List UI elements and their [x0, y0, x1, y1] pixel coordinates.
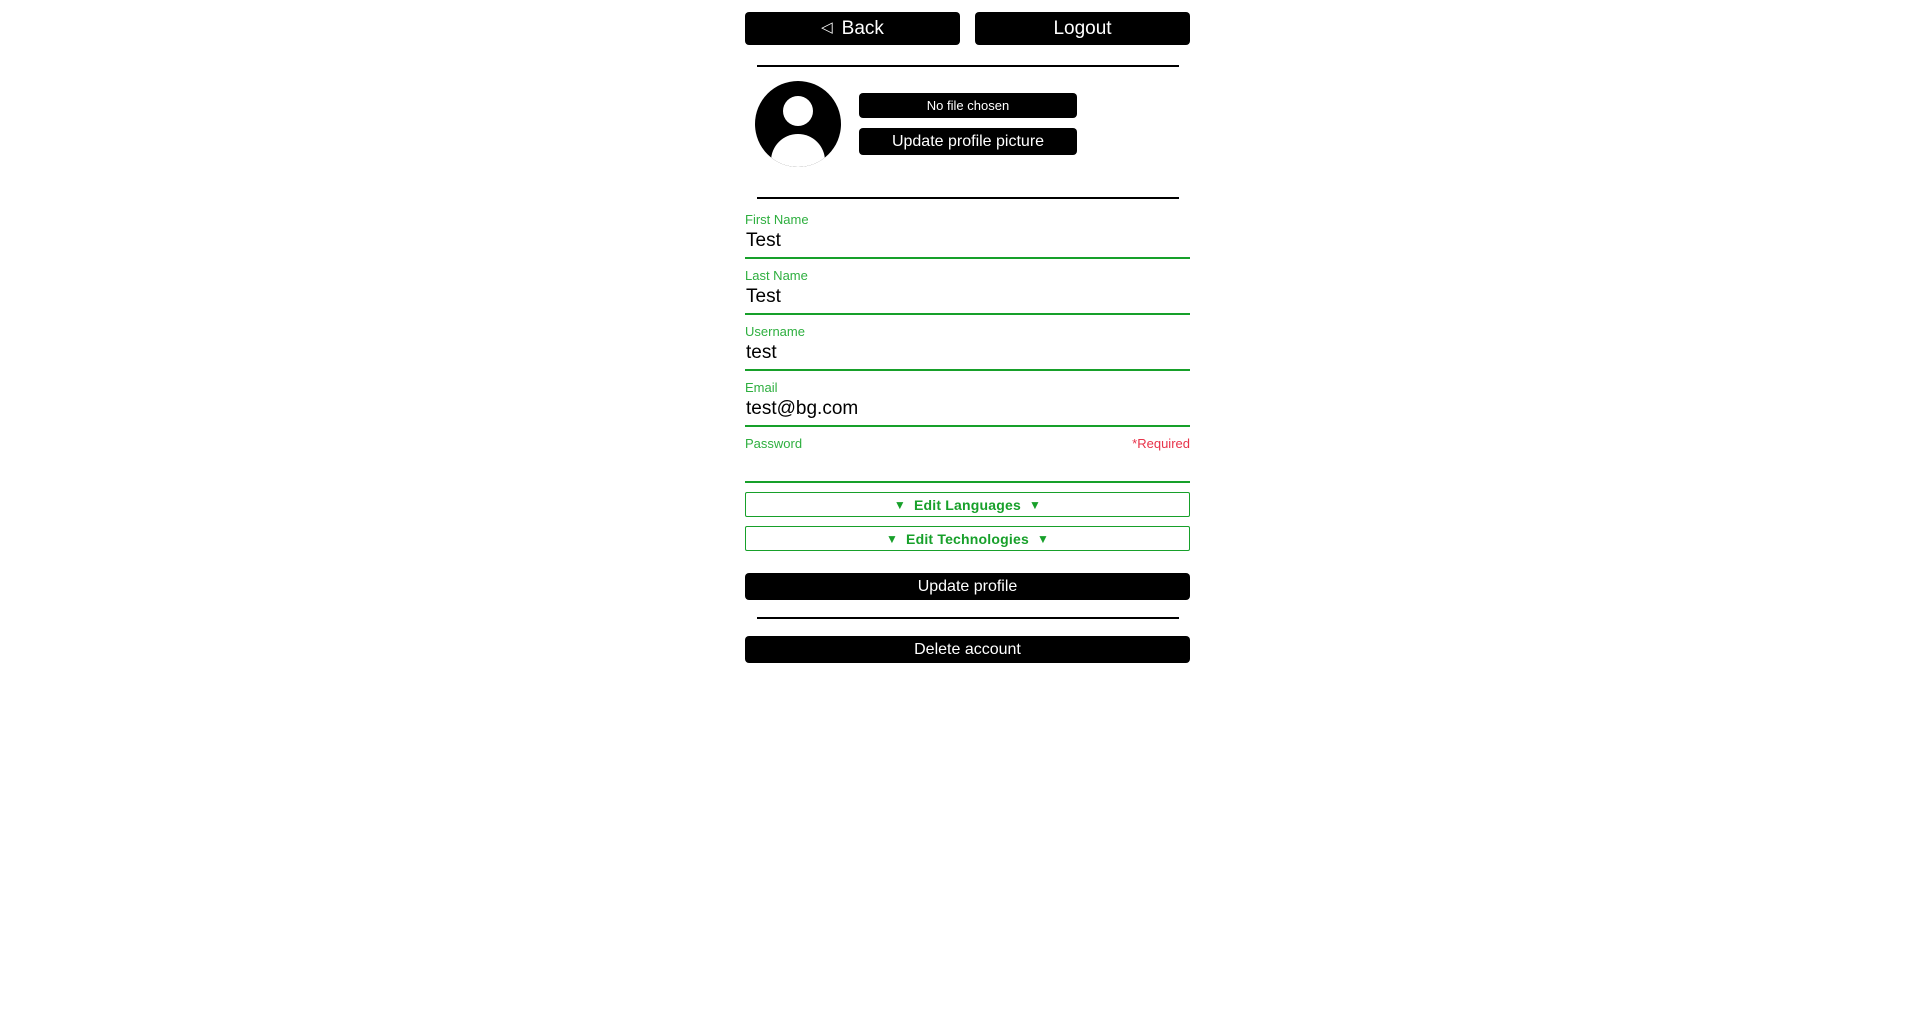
update-picture-label: Update profile picture	[891, 132, 1045, 150]
field-last-name	[745, 268, 1190, 315]
password-input[interactable]	[745, 452, 1190, 483]
back-button[interactable]	[745, 12, 960, 45]
email-input[interactable]	[745, 396, 1190, 427]
last-name-label: Last Name	[745, 268, 808, 283]
chevron-down-icon-left-2: ▼	[885, 531, 899, 546]
delete-account-button[interactable]	[745, 636, 1190, 663]
update-profile-picture-button[interactable]	[859, 128, 1077, 155]
username-label-row	[745, 324, 1190, 340]
back-button-label: Back	[841, 17, 884, 39]
update-profile-button[interactable]	[745, 573, 1190, 600]
profile-form-column	[745, 0, 1190, 663]
password-required-note: *Required	[1132, 436, 1190, 451]
first-name-label: First Name	[745, 212, 809, 227]
last-name-label-row	[745, 268, 1190, 284]
last-name-input[interactable]	[745, 284, 1190, 315]
chevron-down-icon-left: ▼	[893, 497, 906, 512]
profile-fields	[745, 212, 1190, 483]
field-username	[745, 324, 1190, 371]
logout-button-label: Logout	[1053, 17, 1112, 39]
password-label: Password	[745, 436, 803, 451]
first-name-label-row	[745, 212, 1190, 228]
divider-top	[757, 65, 1179, 67]
picture-buttons	[859, 93, 1077, 155]
choose-file-button[interactable]	[859, 93, 1077, 118]
avatar-head	[783, 96, 813, 126]
chevron-down-icon-right-2: ▼	[1036, 531, 1050, 546]
update-profile-label: Update profile	[917, 577, 1018, 595]
field-email	[745, 380, 1190, 427]
email-label: Email	[745, 380, 778, 395]
avatar-body	[771, 134, 825, 167]
edit-languages-label: Edit Languages	[913, 496, 1022, 513]
edit-technologies-toggle[interactable]	[745, 526, 1190, 551]
logout-button[interactable]	[975, 12, 1190, 45]
edit-languages-toggle[interactable]	[745, 492, 1190, 517]
left-triangle-icon: ◁	[821, 19, 833, 36]
username-input[interactable]	[745, 340, 1190, 371]
first-name-input[interactable]	[745, 228, 1190, 259]
email-label-row	[745, 380, 1190, 396]
delete-account-label: Delete account	[914, 640, 1021, 658]
top-action-row	[745, 0, 1190, 45]
divider-bottom	[757, 617, 1179, 619]
profile-picture-section	[745, 81, 1190, 167]
user-avatar-icon	[755, 81, 841, 167]
file-status-label: No file chosen	[926, 98, 1010, 113]
password-label-row	[745, 436, 1190, 452]
field-first-name	[745, 212, 1190, 259]
divider-middle	[757, 197, 1179, 199]
edit-technologies-label: Edit Technologies	[906, 530, 1029, 547]
field-password	[745, 436, 1190, 483]
chevron-down-icon-right: ▼	[1029, 497, 1042, 512]
username-label: Username	[745, 324, 805, 339]
